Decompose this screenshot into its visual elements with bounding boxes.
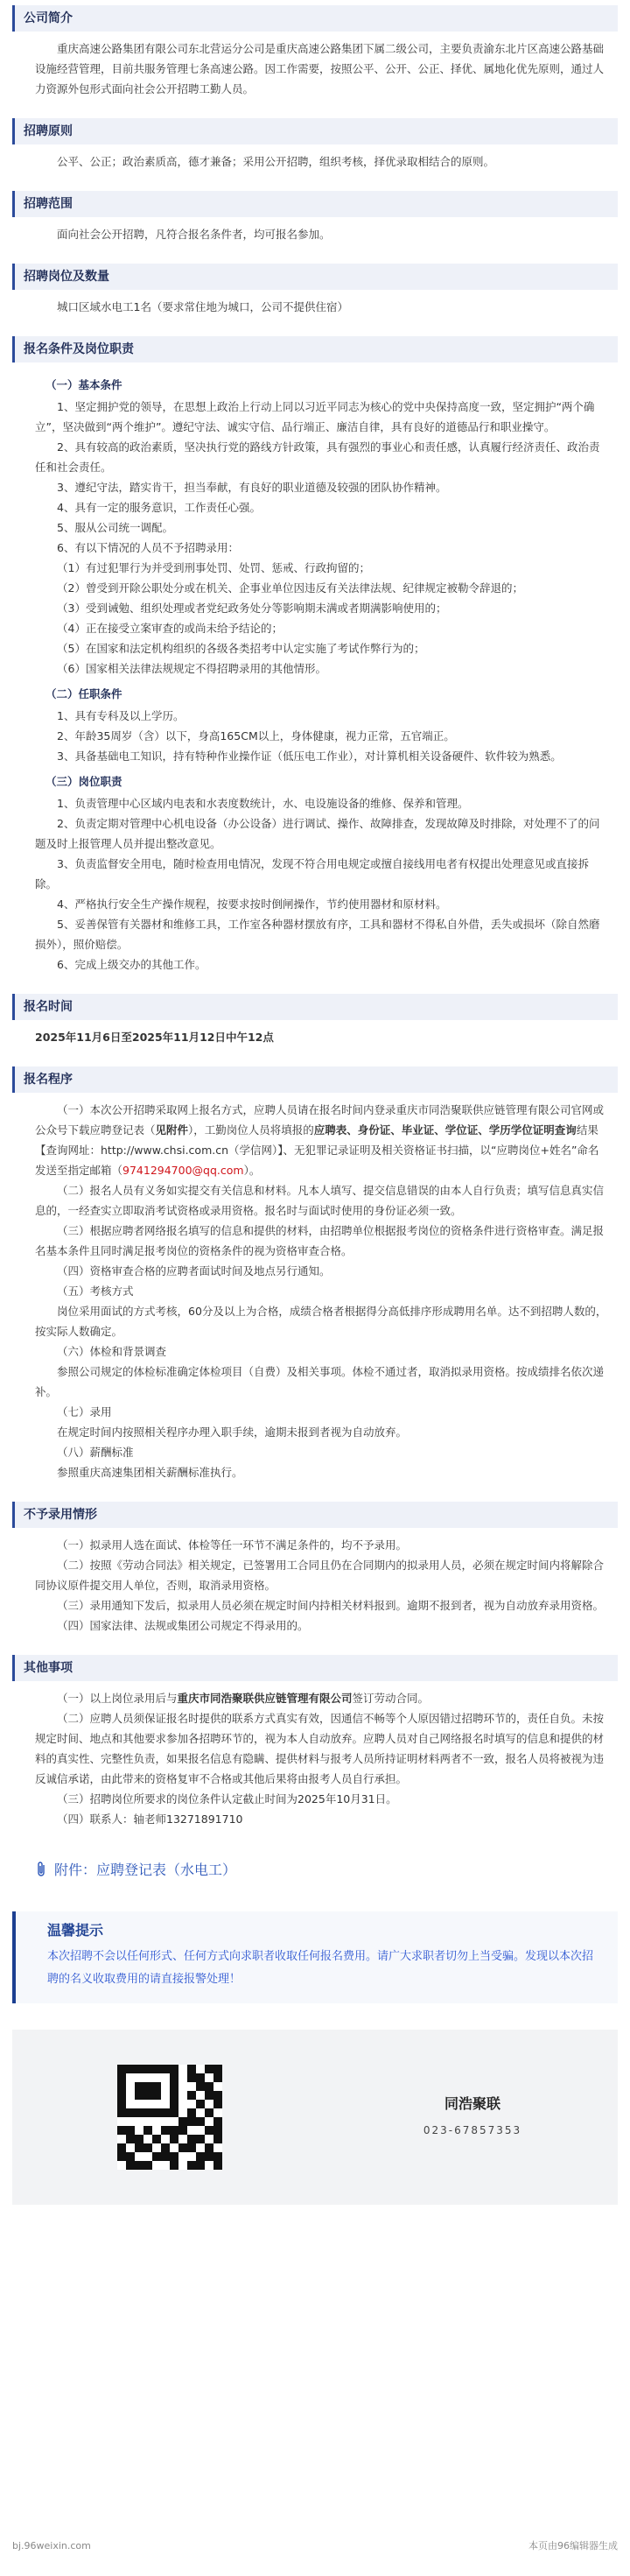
basic-item: 3、遵纪守法，踏实肯干，担当奉献，有良好的职业道德及较强的团队协作精神。 [57,481,447,494]
basic-item: 2、具有较高的政治素质，坚决执行党的路线方针政策，具有强烈的事业心和责任感，认真履行经济责任、政治责任和社会责任。 [35,440,600,474]
section-title: 报名程序 [12,1066,618,1093]
article [0,5,630,2551]
exclusion-item: （5）在国家和法定机构组织的各级各类招考中认定实施了考试作弊行为的； [57,642,425,655]
tips-box [12,1911,618,2003]
procedure-item: （四）资格审查合格的应聘者面试时间及地点另行通知。 [57,1264,331,1277]
basic-item: 1、坚定拥护党的领导，在思想上政治上行动上同以习近平同志为核心的党中央保持高度一致，坚定拥护“两个确立”，坚决做到“两个维护”。遵纪守法、诚实守信、品行端正、廉洁自律，具有良好的道德品行和职业操守。 [35,400,595,433]
other-item: （二）应聘人员须保证报名时提供的联系方式真实有效，因通信不畅等个人原因错过招聘环节的，责任自负。未按规定时间、地点和其他要求参加各招聘环节的，视为本人自动放弃。应聘人员对自己网络报名时填写的信息和提供的材料的真实性、完整性负责，如果报名信息有隐瞒、提供材料与报考人员所持证明材料两者不一致，报名人员将被视为违反诚信承诺，由此带来的资格复审不合格或其他后果将由报考人员自行承担。 [35,1712,605,1785]
company-card [12,2030,618,2205]
procedure-item: （五）考核方式 [57,1284,134,1298]
other-item: （三）招聘岗位所要求的岗位条件认定截止时间为2025年10月31日。 [57,1792,397,1805]
section-time [12,994,618,1054]
duty-item: 6、完成上级交办的其他工作。 [57,958,206,971]
email-link[interactable]: 9741294700@qq.com [122,1164,244,1177]
procedure-item: 在规定时间内按照相关程序办理入职手续，逾期未报到者视为自动放弃。 [57,1425,408,1439]
tips-title: 温馨提示 [47,1922,104,1939]
section-norecruit [12,1502,618,1643]
section-title: 其他事项 [12,1655,618,1681]
norecruit-item: （一）拟录用人选在面试、体检等任一环节不满足条件的，均不予录用。 [57,1538,408,1552]
procedure-item: （三）根据应聘者网络报名填写的信息和提供的材料，由招聘单位根据报考岗位的资格条件进行资格审查。满足报名基本条件且同时满足报考岗位的资格条件的视为资格审查合格。 [35,1224,605,1257]
section-title: 招聘岗位及数量 [12,264,618,290]
company-tel: 023-67857353 [423,2124,522,2136]
basic-item: 6、有以下情况的人员不予招聘录用： [57,541,239,554]
norecruit-item: （三）录用通知下发后，拟录用人员必须在规定时间内持相关材料报到。逾期不报到者，视为自动放弃录用资格。 [57,1599,605,1612]
exclusion-item: （1）有过犯罪行为并受到刑事处罚、处罚、惩戒、行政拘留的； [57,561,370,574]
duty-item: 3、负责监督安全用电，随时检查用电情况，发现不符合用电规定或擅自接线用电者有权提出处理意见或直接拆除。 [35,857,589,890]
section-title: 报名时间 [12,994,618,1020]
principle-text: 公平、公正；政治素质高，德才兼备；采用公开招聘，组织考核，择优录取相结合的原则。 [57,155,495,168]
procedure-item: （八）薪酬标准 [57,1446,134,1459]
company-name: 同浩聚联 [444,2095,500,2112]
basic-item: 5、服从公司统一调配。 [57,521,173,534]
procedure-item: （六）体检和背景调查 [57,1345,167,1358]
norecruit-item: （四）国家法律、法规或集团公司规定不得录用的。 [57,1619,309,1632]
basic-title: （一）基本条件 [46,378,122,391]
intro-text: 重庆高速公路集团有限公司东北营运分公司是重庆高速公路集团下属二级公司，主要负责渝东北片区高速公路基础设施经营管理，目前共服务管理七条高速公路。因工作需要，按照公平、公开、公正、择优、属地化优先原则，通过人力资源外包形式面向社会公开招聘工勤人员。 [35,42,605,95]
page-footer [0,2536,630,2556]
section-principle [12,118,618,179]
section-positions [12,264,618,324]
other-item: （四）联系人：轴老师13271891710 [57,1812,243,1826]
time-text: 2025年11月6日至2025年11月12日中午12点 [35,1031,274,1044]
section-title: 公司简介 [12,5,618,32]
job-item: 2、年龄35周岁（含）以下，身高165CM以上，身体健康，视力正常，五官端正。 [57,729,455,743]
exclusion-item: （4）正在接受立案审查的或尚未给予结论的； [57,622,283,635]
section-procedure [12,1066,618,1489]
section-scope [12,191,618,251]
duty-item: 4、严格执行安全生产操作规程，按要求按时倒闸操作，节约使用器材和原材料。 [57,897,447,911]
duty-title: （三）岗位职责 [46,775,122,788]
job-item: 1、具有专科及以上学历。 [57,709,185,722]
exclusion-item: （3）受到诫勉、组织处理或者党纪政务处分等影响期未满或者期满影响使用的； [57,602,447,615]
paperclip-icon [35,1862,47,1877]
duty-item: 5、妥善保管有关器材和维修工具，工作室各种器材摆放有序，工具和器材不得私自外借，丢失或损坏（除自然磨损外），照价赔偿。 [35,918,600,951]
norecruit-item: （二）按照《劳动合同法》相关规定，已签署用工合同且仍在合同期内的拟录用人员，必须在规定时间内将解除合同协议原件提交用人单位，否则，取消录用资格。 [35,1559,605,1592]
scope-text: 面向社会公开招聘，凡符合报名条件者，均可报名参加。 [57,228,331,241]
duty-item: 2、负责定期对管理中心机电设备（办公设备）进行调试、操作、故障排查，发现故障及时排除，对处理不了的问题及时上报管理人员并提出整改意见。 [35,817,600,850]
tips-text: 本次招聘不会以任何形式、任何方式向求职者收取任何报名费用。请广大求职者切勿上当受骗。发现以本次招聘的名义收取费用的请直接报警处理！ [47,1950,594,1986]
procedure-item: 岗位采用面试的方式考核，60分及以上为合格，成绩合格者根据得分高低排序形成聘用名单。达不到招聘人数的，按实际人数确定。 [35,1305,607,1338]
job-title: （二）任职条件 [46,687,122,700]
section-title: 招聘原则 [12,118,618,144]
section-title: 报名条件及岗位职责 [12,336,618,362]
duty-item: 1、负责管理中心区域内电表和水表度数统计，水、电设施设备的维修、保养和管理。 [57,797,469,810]
footer-site[interactable]: bj.96weixin.com [12,2540,91,2551]
attachment-link[interactable] [35,1852,618,1887]
basic-item: 4、具有一定的服务意识，工作责任心强。 [57,501,261,514]
section-other [12,1655,618,1836]
procedure-item: 参照重庆高速集团相关薪酬标准执行。 [57,1466,243,1479]
section-title: 不予录用情形 [12,1502,618,1528]
footer-note: 本页由96编辑器生成 [528,2540,618,2551]
attachment-label: 附件：应聘登记表（水电工） [54,1861,237,1878]
section-intro [12,5,618,106]
other-item-1: （一）以上岗位录用后与重庆市同浩聚联供应链管理有限公司签订劳动合同。 [57,1692,430,1705]
exclusion-item: （2）曾受到开除公职处分或在机关、企事业单位因违反有关法律法规、纪律规定被勒令辞退的； [57,581,523,595]
procedure-item: （二）报名人员有义务如实提交有关信息和材料。凡本人填写、提交信息错误的由本人自行负责；填写信息真实信息的，一经查实立即取消考试资格或录用资格。报名时与面试时使用的身份证必须一致。 [35,1184,605,1217]
procedure-item: 参照公司规定的体检标准确定体检项目（自费）及相关事项。体检不通过者，取消拟录用资格。按成绩排名依次递补。 [35,1365,605,1398]
positions-text: 城口区域水电工1名（要求常住地为城口，公司不提供住宿） [57,300,348,313]
section-title: 招聘范围 [12,191,618,217]
procedure-item: （七）录用 [57,1405,112,1418]
exclusion-item: （6）国家相关法律法规规定不得招聘录用的其他情形。 [57,662,326,675]
qr-code [117,2065,222,2170]
procedure-item-1: （一）本次公开招聘采取网上报名方式，应聘人员请在报名时间内登录重庆市同浩聚联供应链管理有限公司官网或公众号下载应聘登记表（见附件），工勤岗位人员将填报的应聘表、身份证、毕业证、学位证、学历学位证明查询结果【查询网址：http://www.chsi.com.cn（学信网）】、无犯罪记录证明及相关资格证书扫描，以“应聘岗位+姓名”命名发送至指定邮箱（9741294700@qq.com）。 [35,1103,605,1177]
section-conditions [12,336,618,982]
job-item: 3、具备基础电工知识，持有特种作业操作证（低压电工作业），对计算机相关设备硬件、软件较为熟悉。 [57,750,562,763]
